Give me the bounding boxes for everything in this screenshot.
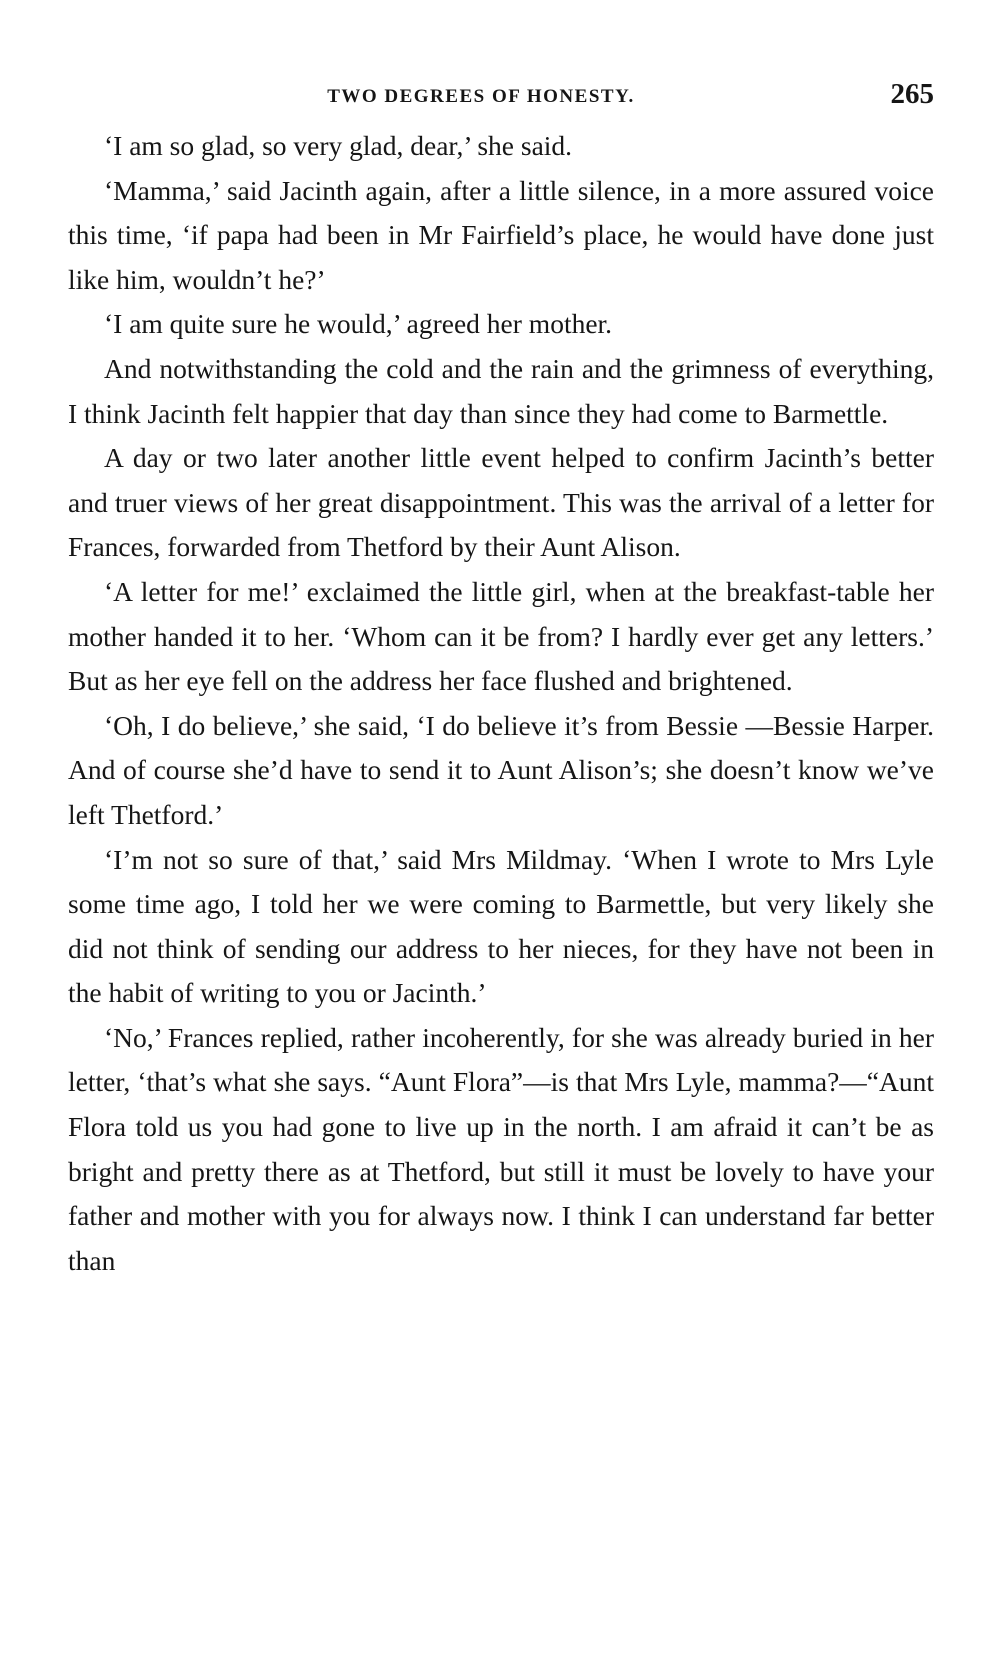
paragraph: ‘Mamma,’ said Jacinth again, after a little silence, in a more assured voice this time, ‘if papa had been in Mr Fairfield’s place, he would have done just like him, wouldn’t he?’ xyxy=(68,174,934,295)
paragraph: A day or two later another little event helped to confirm Jacinth’s better and truer views of her great disappointment. This was the arrival of a letter for Frances, forwarded from Thetford by their Aunt Alison. xyxy=(68,442,934,563)
running-head: TWO DEGREES OF HONESTY. xyxy=(327,86,635,107)
paragraph: ‘Oh, I do believe,’ she said, ‘I do believe it’s from Bessie —Bessie Harper. And of course she’d have to send it to Aunt Alison’s; she doesn’t know we’ve left Thetford.’ xyxy=(68,709,934,830)
paragraph: ‘A letter for me!’ exclaimed the little girl, when at the breakfast-table her mother handed it to her. ‘Whom can it be from? I hardly ever get any letters.’ But as her eye fell on the address her face flushed and brightened. xyxy=(68,575,934,697)
body-text xyxy=(68,124,934,1283)
paragraph: ‘I’m not so sure of that,’ said Mrs Mildmay. ‘When I wrote to Mrs Lyle some time ago, I told her we were coming to Barmettle, but very likely she did not think of sending our address to her nieces, for they have not been in the habit of writing to you or Jacinth.’ xyxy=(68,843,934,1009)
page-header xyxy=(68,74,934,118)
paragraph: ‘No,’ Frances replied, rather incoherently, for she was already buried in her letter, ‘that’s what she says. “Aunt Flora”—is that Mrs Lyle, mamma?—“Aunt Flora told us you had gone to live up in the north. I am afraid it can’t be as bright and pretty there as at Thetford, but still it must be lovely to have your father and mother with you for always now. I think I can understand far better than xyxy=(68,1021,934,1276)
book-page xyxy=(68,74,934,1283)
paragraph: ‘I am quite sure he would,’ agreed her mother. xyxy=(104,308,613,340)
paragraph: And notwithstanding the cold and the rain and the grimness of everything, I think Jacinth felt happier that day than since they had come to Barmettle. xyxy=(68,352,934,429)
page-number: 265 xyxy=(890,78,934,110)
paragraph: ‘I am so glad, so very glad, dear,’ she said. xyxy=(104,130,573,161)
